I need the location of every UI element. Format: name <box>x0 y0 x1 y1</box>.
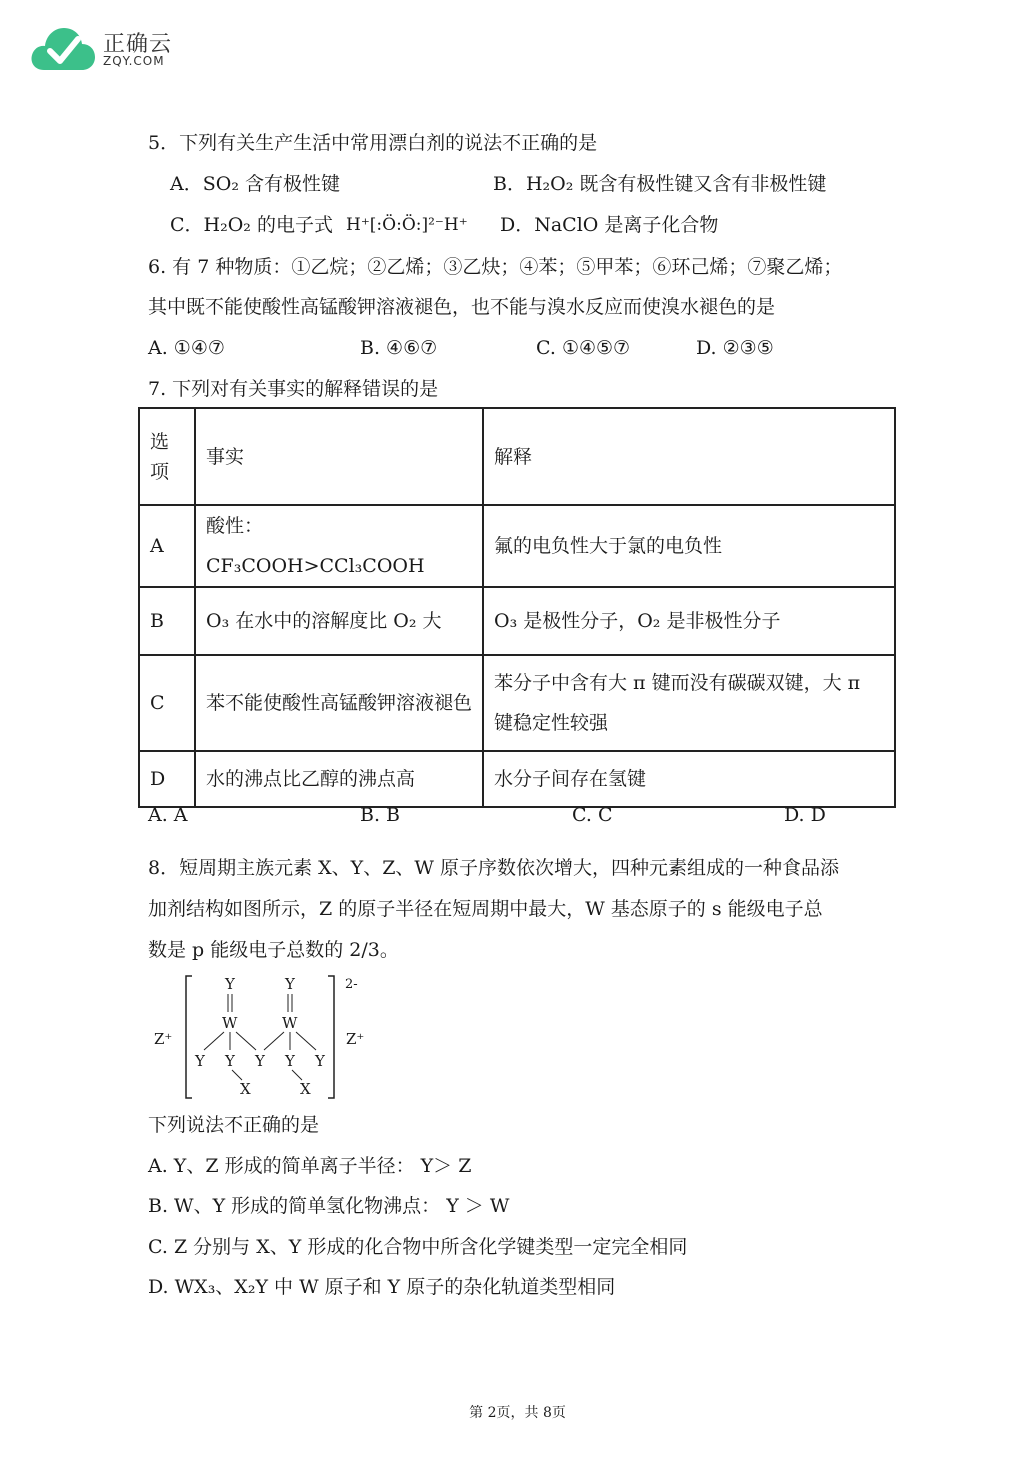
logo-text-en: ZQY.COM <box>103 54 165 68</box>
q7-table <box>138 407 896 808</box>
cation-right: Z⁺ <box>346 1030 365 1048</box>
row-explain: 水分子间存在氢键 <box>483 751 895 807</box>
atom-y: Y <box>225 1052 235 1070</box>
row-fact: 苯不能使酸性高锰酸钾溶液褪色 <box>195 655 483 751</box>
q8-option-d: D. WX₃、X₂Y 中 W 原子和 Y 原子的杂化轨道类型相同 <box>148 1276 616 1298</box>
atom-y: Y <box>285 975 295 993</box>
row-fact: O₃ 在水中的溶解度比 O₂ 大 <box>195 587 483 655</box>
q7-option-c: C. C <box>572 804 613 826</box>
q8-option-b: B. W、Y 形成的简单氢化物沸点： Y ＞ W <box>148 1195 510 1217</box>
q5-option-a: A．SO₂ 含有极性键 <box>170 173 340 195</box>
table-header-row <box>139 408 895 505</box>
q6-option-c: C. ①④⑤⑦ <box>536 337 631 359</box>
page-number: 第 2页，共 8页 <box>469 1405 566 1421</box>
q7-option-d: D. D <box>784 804 826 826</box>
q6-option-b: B. ④⑥⑦ <box>360 337 438 359</box>
q8-stem-line1: 8．短周期主族元素 X、Y、Z、W 原子序数依次增大，四种元素组成的一种食品添 <box>148 857 839 879</box>
table-row <box>139 751 895 807</box>
q5-electron-formula: H⁺[:Ö:Ö:]²⁻H⁺ <box>346 215 468 235</box>
q8-question: 下列说法不正确的是 <box>148 1114 320 1136</box>
q5-stem: 5．下列有关生产生活中常用漂白剂的说法不正确的是 <box>148 132 598 154</box>
cation-left: Z⁺ <box>154 1030 173 1048</box>
q7-option-a: A. A <box>148 804 188 826</box>
q6-stem-line2: 其中既不能使酸性高锰酸钾溶液褪色，也不能与溴水反应而使溴水褪色的是 <box>148 296 776 318</box>
row-option: D <box>139 751 195 807</box>
row-explain: 苯分子中含有大 π 键而没有碳碳双键，大 π 键稳定性较强 <box>483 655 895 751</box>
row-explain: O₃ 是极性分子，O₂ 是非极性分子 <box>483 587 895 655</box>
atom-y: Y <box>285 1052 295 1070</box>
q8-option-c: C. Z 分别与 X、Y 形成的化合物中所含化学键类型一定完全相同 <box>148 1236 688 1258</box>
q6-option-d: D. ②③⑤ <box>696 337 774 359</box>
atom-y: Y <box>225 975 235 993</box>
atom-y: Y <box>315 1052 325 1070</box>
row-option: B <box>139 587 195 655</box>
atom-x: X <box>300 1080 311 1098</box>
row-option: A <box>139 505 195 587</box>
q5-option-b: B．H₂O₂ 既含有极性键又含有非极性键 <box>493 173 827 195</box>
q7-option-b: B. B <box>360 804 401 826</box>
q8-stem-line2: 加剂结构如图所示，Z 的原子半径在短周期中最大，W 基态原子的 s 能级电子总 <box>148 898 823 920</box>
row-option: C <box>139 655 195 751</box>
q6-option-a: A. ①④⑦ <box>148 337 225 359</box>
atom-x: X <box>240 1080 251 1098</box>
q7-stem: 7. 下列对有关事实的解释错误的是 <box>148 378 439 400</box>
row-fact: 酸性：CF₃COOH>CCl₃COOH <box>195 505 483 587</box>
logo-text-cn: 正确云 <box>103 32 173 57</box>
left-bracket <box>186 976 192 1098</box>
table-row <box>139 655 895 751</box>
q8-option-a: A. Y、Z 形成的简单离子半径： Y＞ Z <box>148 1155 472 1177</box>
table-row <box>139 505 895 587</box>
q8-stem-line3: 数是 p 能级电子总数的 2/3。 <box>148 939 399 961</box>
q8-structure-diagram <box>140 972 380 1104</box>
row-fact: 水的沸点比乙醇的沸点高 <box>195 751 483 807</box>
atom-w: W <box>282 1014 298 1032</box>
header-fact: 事实 <box>195 408 483 505</box>
table-row <box>139 587 895 655</box>
atom-y: Y <box>195 1052 205 1070</box>
q6-stem-line1: 6. 有 7 种物质：①乙烷；②乙烯；③乙炔；④苯；⑤甲苯；⑥环己烯；⑦聚乙烯； <box>148 256 843 278</box>
atom-w: W <box>222 1014 238 1032</box>
atom-y: Y <box>255 1052 265 1070</box>
header-explain: 解释 <box>483 408 895 505</box>
row-explain: 氟的电负性大于氯的电负性 <box>483 505 895 587</box>
q5-option-d: D．NaClO 是离子化合物 <box>500 214 719 236</box>
ion-charge: 2- <box>345 977 358 992</box>
header-option: 选项 <box>139 408 195 505</box>
q5-option-c: C．H₂O₂ 的电子式 <box>170 214 333 236</box>
right-bracket <box>328 976 334 1098</box>
cloud-check-icon <box>30 22 96 74</box>
